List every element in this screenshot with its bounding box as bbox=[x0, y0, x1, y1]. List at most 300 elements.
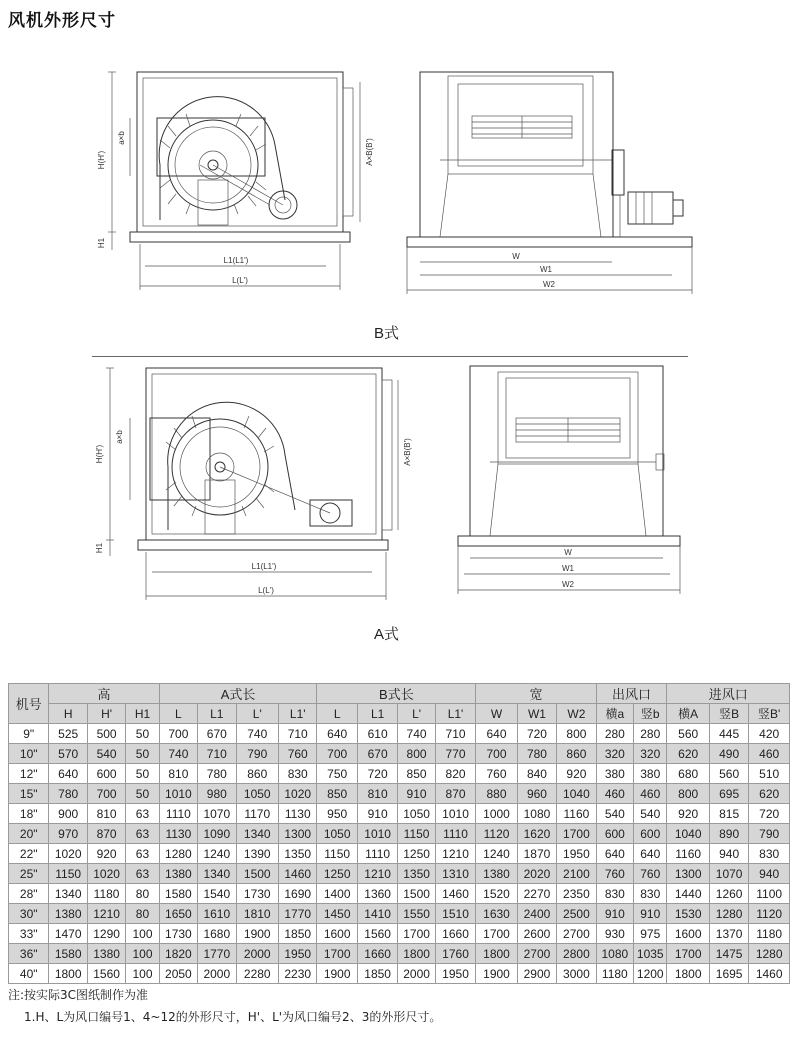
value-cell: 1620 bbox=[517, 824, 556, 844]
b-front-view bbox=[407, 72, 692, 294]
value-cell: 620 bbox=[667, 744, 709, 764]
a-w-label: W bbox=[564, 548, 572, 557]
value-cell: 1020 bbox=[49, 844, 87, 864]
value-cell: 810 bbox=[159, 764, 197, 784]
value-cell: 1695 bbox=[709, 964, 748, 984]
value-cell: 1340 bbox=[198, 864, 236, 884]
sub-header-cell: L1' bbox=[435, 704, 476, 724]
sub-header-cell: H bbox=[49, 704, 87, 724]
value-cell: 870 bbox=[435, 784, 476, 804]
value-cell: 1700 bbox=[667, 944, 709, 964]
sub-header-cell: L1' bbox=[278, 704, 316, 724]
value-cell: 770 bbox=[435, 744, 476, 764]
value-cell: 1850 bbox=[278, 924, 316, 944]
value-cell: 63 bbox=[126, 824, 159, 844]
value-cell: 1500 bbox=[398, 884, 435, 904]
value-cell: 1160 bbox=[667, 844, 709, 864]
value-cell: 2100 bbox=[557, 864, 596, 884]
value-cell: 50 bbox=[126, 744, 159, 764]
b-side-view bbox=[97, 72, 374, 290]
value-cell: 1460 bbox=[278, 864, 316, 884]
value-cell: 1040 bbox=[667, 824, 709, 844]
value-cell: 1450 bbox=[317, 904, 357, 924]
value-cell: 1700 bbox=[317, 944, 357, 964]
a-h-label: H(H') bbox=[95, 444, 104, 464]
sub-header-cell: 横a bbox=[596, 704, 633, 724]
sub-header-cell: W bbox=[476, 704, 517, 724]
value-cell: 1070 bbox=[198, 804, 236, 824]
value-cell: 1120 bbox=[476, 824, 517, 844]
value-cell: 810 bbox=[357, 784, 397, 804]
value-cell: 1810 bbox=[236, 904, 278, 924]
value-cell: 2350 bbox=[557, 884, 596, 904]
value-cell: 1150 bbox=[398, 824, 435, 844]
value-cell: 1510 bbox=[435, 904, 476, 924]
value-cell: 870 bbox=[87, 824, 125, 844]
value-cell: 560 bbox=[709, 764, 748, 784]
value-cell: 560 bbox=[667, 724, 709, 744]
sub-header-cell: 横A bbox=[667, 704, 709, 724]
value-cell: 1250 bbox=[398, 844, 435, 864]
value-cell: 860 bbox=[557, 744, 596, 764]
value-cell: 1600 bbox=[317, 924, 357, 944]
value-cell: 1460 bbox=[435, 884, 476, 904]
table-row bbox=[9, 904, 790, 924]
value-cell: 970 bbox=[49, 824, 87, 844]
header-outlet: 出风口 bbox=[596, 684, 667, 704]
value-cell: 1660 bbox=[435, 924, 476, 944]
value-cell: 1520 bbox=[476, 884, 517, 904]
value-cell: 640 bbox=[49, 764, 87, 784]
value-cell: 950 bbox=[317, 804, 357, 824]
value-cell: 2270 bbox=[517, 884, 556, 904]
value-cell: 1850 bbox=[357, 964, 397, 984]
a-front-view bbox=[458, 366, 680, 594]
value-cell: 1650 bbox=[159, 904, 197, 924]
value-cell: 1050 bbox=[236, 784, 278, 804]
value-cell: 1000 bbox=[476, 804, 517, 824]
a-ab-label: a×b bbox=[115, 430, 124, 444]
value-cell: 1460 bbox=[749, 964, 790, 984]
value-cell: 100 bbox=[126, 964, 159, 984]
value-cell: 1170 bbox=[236, 804, 278, 824]
page-title: 风机外形尺寸 bbox=[8, 11, 116, 31]
machine-no-cell: 12" bbox=[9, 764, 49, 784]
table-row bbox=[9, 744, 790, 764]
value-cell: 1770 bbox=[278, 904, 316, 924]
value-cell: 640 bbox=[596, 844, 633, 864]
table-row bbox=[9, 844, 790, 864]
value-cell: 420 bbox=[749, 724, 790, 744]
value-cell: 2700 bbox=[557, 924, 596, 944]
value-cell: 1040 bbox=[557, 784, 596, 804]
value-cell: 1340 bbox=[49, 884, 87, 904]
header-height: 高 bbox=[49, 684, 159, 704]
a-axb-label: A×B(B') bbox=[403, 438, 412, 466]
value-cell: 1110 bbox=[357, 844, 397, 864]
value-cell: 1090 bbox=[198, 824, 236, 844]
value-cell: 510 bbox=[749, 764, 790, 784]
value-cell: 1700 bbox=[476, 924, 517, 944]
value-cell: 1280 bbox=[159, 844, 197, 864]
value-cell: 800 bbox=[557, 724, 596, 744]
value-cell: 3000 bbox=[557, 964, 596, 984]
value-cell: 700 bbox=[476, 744, 517, 764]
value-cell: 2700 bbox=[517, 944, 556, 964]
value-cell: 1035 bbox=[634, 944, 667, 964]
machine-no-cell: 15" bbox=[9, 784, 49, 804]
value-cell: 1130 bbox=[278, 804, 316, 824]
value-cell: 1760 bbox=[435, 944, 476, 964]
value-cell: 1360 bbox=[357, 884, 397, 904]
header-inlet: 进风口 bbox=[667, 684, 790, 704]
machine-no-cell: 25" bbox=[9, 864, 49, 884]
b-ab-label: a×b bbox=[117, 131, 126, 145]
value-cell: 1080 bbox=[596, 944, 633, 964]
table-row bbox=[9, 784, 790, 804]
value-cell: 1730 bbox=[236, 884, 278, 904]
value-cell: 600 bbox=[596, 824, 633, 844]
table-row bbox=[9, 964, 790, 984]
table-row bbox=[9, 924, 790, 944]
a-h1-label: H1 bbox=[95, 542, 104, 554]
value-cell: 63 bbox=[126, 804, 159, 824]
value-cell: 2280 bbox=[236, 964, 278, 984]
value-cell: 380 bbox=[596, 764, 633, 784]
value-cell: 830 bbox=[634, 884, 667, 904]
value-cell: 960 bbox=[517, 784, 556, 804]
machine-no-cell: 36" bbox=[9, 944, 49, 964]
value-cell: 1110 bbox=[435, 824, 476, 844]
sub-header-cell: L' bbox=[398, 704, 435, 724]
value-cell: 780 bbox=[49, 784, 87, 804]
header-width: 宽 bbox=[476, 684, 596, 704]
value-cell: 1150 bbox=[317, 844, 357, 864]
value-cell: 880 bbox=[476, 784, 517, 804]
b-l1-label: L1(L1') bbox=[223, 256, 249, 265]
value-cell: 1180 bbox=[749, 924, 790, 944]
value-cell: 1630 bbox=[476, 904, 517, 924]
value-cell: 1210 bbox=[87, 904, 125, 924]
value-cell: 1120 bbox=[749, 904, 790, 924]
value-cell: 1900 bbox=[317, 964, 357, 984]
value-cell: 790 bbox=[236, 744, 278, 764]
value-cell: 1700 bbox=[557, 824, 596, 844]
value-cell: 975 bbox=[634, 924, 667, 944]
value-cell: 445 bbox=[709, 724, 748, 744]
value-cell: 940 bbox=[749, 864, 790, 884]
b-h1-label: H1 bbox=[97, 237, 106, 249]
value-cell: 1820 bbox=[159, 944, 197, 964]
value-cell: 1440 bbox=[667, 884, 709, 904]
value-cell: 680 bbox=[667, 764, 709, 784]
value-cell: 1180 bbox=[87, 884, 125, 904]
value-cell: 1010 bbox=[159, 784, 197, 804]
value-cell: 2230 bbox=[278, 964, 316, 984]
value-cell: 1800 bbox=[398, 944, 435, 964]
a-caption: A式 bbox=[374, 626, 400, 643]
value-cell: 1280 bbox=[709, 904, 748, 924]
value-cell: 570 bbox=[49, 744, 87, 764]
value-cell: 910 bbox=[596, 904, 633, 924]
value-cell: 1050 bbox=[317, 824, 357, 844]
value-cell: 800 bbox=[667, 784, 709, 804]
value-cell: 830 bbox=[278, 764, 316, 784]
value-cell: 1680 bbox=[198, 924, 236, 944]
value-cell: 740 bbox=[159, 744, 197, 764]
value-cell: 790 bbox=[749, 824, 790, 844]
value-cell: 50 bbox=[126, 784, 159, 804]
value-cell: 600 bbox=[634, 824, 667, 844]
value-cell: 460 bbox=[596, 784, 633, 804]
sub-header-cell: H' bbox=[87, 704, 125, 724]
value-cell: 63 bbox=[126, 844, 159, 864]
value-cell: 1800 bbox=[49, 964, 87, 984]
value-cell: 890 bbox=[709, 824, 748, 844]
a-w1-label: W1 bbox=[562, 564, 574, 573]
value-cell: 1110 bbox=[159, 804, 197, 824]
value-cell: 1070 bbox=[709, 864, 748, 884]
value-cell: 1150 bbox=[49, 864, 87, 884]
table-row bbox=[9, 764, 790, 784]
value-cell: 640 bbox=[317, 724, 357, 744]
value-cell: 1310 bbox=[435, 864, 476, 884]
value-cell: 710 bbox=[435, 724, 476, 744]
table-row bbox=[9, 824, 790, 844]
value-cell: 1540 bbox=[198, 884, 236, 904]
value-cell: 2050 bbox=[159, 964, 197, 984]
value-cell: 540 bbox=[634, 804, 667, 824]
a-w2-label: W2 bbox=[562, 580, 574, 589]
value-cell: 920 bbox=[87, 844, 125, 864]
machine-no-cell: 28" bbox=[9, 884, 49, 904]
value-cell: 1210 bbox=[435, 844, 476, 864]
value-cell: 100 bbox=[126, 944, 159, 964]
table-row bbox=[9, 724, 790, 744]
value-cell: 1470 bbox=[49, 924, 87, 944]
value-cell: 1730 bbox=[159, 924, 197, 944]
table-row bbox=[9, 864, 790, 884]
value-cell: 810 bbox=[87, 804, 125, 824]
value-cell: 750 bbox=[317, 764, 357, 784]
value-cell: 640 bbox=[476, 724, 517, 744]
value-cell: 320 bbox=[634, 744, 667, 764]
value-cell: 1380 bbox=[476, 864, 517, 884]
value-cell: 900 bbox=[49, 804, 87, 824]
a-l-label: L(L') bbox=[258, 586, 274, 595]
notes-heading: 注:按实际3C图纸制作为准 bbox=[8, 988, 149, 1002]
value-cell: 1560 bbox=[357, 924, 397, 944]
machine-no-cell: 10" bbox=[9, 744, 49, 764]
value-cell: 760 bbox=[278, 744, 316, 764]
value-cell: 850 bbox=[398, 764, 435, 784]
value-cell: 1240 bbox=[198, 844, 236, 864]
value-cell: 980 bbox=[198, 784, 236, 804]
value-cell: 910 bbox=[398, 784, 435, 804]
b-caption: B式 bbox=[374, 325, 400, 342]
value-cell: 780 bbox=[517, 744, 556, 764]
value-cell: 720 bbox=[517, 724, 556, 744]
value-cell: 830 bbox=[596, 884, 633, 904]
value-cell: 670 bbox=[198, 724, 236, 744]
value-cell: 1950 bbox=[435, 964, 476, 984]
value-cell: 1300 bbox=[667, 864, 709, 884]
value-cell: 800 bbox=[398, 744, 435, 764]
sub-header-cell: L1 bbox=[357, 704, 397, 724]
value-cell: 1020 bbox=[87, 864, 125, 884]
value-cell: 500 bbox=[87, 724, 125, 744]
value-cell: 1290 bbox=[87, 924, 125, 944]
value-cell: 50 bbox=[126, 764, 159, 784]
value-cell: 80 bbox=[126, 884, 159, 904]
sub-header-cell: L' bbox=[236, 704, 278, 724]
value-cell: 1180 bbox=[596, 964, 633, 984]
value-cell: 850 bbox=[317, 784, 357, 804]
value-cell: 1210 bbox=[357, 864, 397, 884]
notes-line-1: 1.H、L为风口编号1、4~12的外形尺寸，H'、L'为风口编号2、3的外形尺寸。 bbox=[24, 1010, 442, 1024]
value-cell: 2000 bbox=[236, 944, 278, 964]
b-l-label: L(L') bbox=[232, 276, 248, 285]
value-cell: 100 bbox=[126, 924, 159, 944]
value-cell: 1300 bbox=[278, 824, 316, 844]
value-cell: 700 bbox=[159, 724, 197, 744]
sub-header-cell: 竖b bbox=[634, 704, 667, 724]
value-cell: 1690 bbox=[278, 884, 316, 904]
b-w1-label: W1 bbox=[540, 265, 552, 274]
value-cell: 1250 bbox=[317, 864, 357, 884]
machine-no-cell: 40" bbox=[9, 964, 49, 984]
header-machine-no: 机号 bbox=[9, 684, 49, 724]
value-cell: 1400 bbox=[317, 884, 357, 904]
sub-header-cell: L bbox=[159, 704, 197, 724]
value-cell: 1350 bbox=[278, 844, 316, 864]
value-cell: 1240 bbox=[476, 844, 517, 864]
b-axb-label: A×B(B') bbox=[365, 138, 374, 166]
machine-no-cell: 18" bbox=[9, 804, 49, 824]
value-cell: 1350 bbox=[398, 864, 435, 884]
value-cell: 63 bbox=[126, 864, 159, 884]
value-cell: 540 bbox=[87, 744, 125, 764]
a-l1-label: L1(L1') bbox=[251, 562, 277, 571]
value-cell: 610 bbox=[357, 724, 397, 744]
value-cell: 460 bbox=[634, 784, 667, 804]
b-w2-label: W2 bbox=[543, 280, 555, 289]
value-cell: 700 bbox=[87, 784, 125, 804]
value-cell: 815 bbox=[709, 804, 748, 824]
value-cell: 1340 bbox=[236, 824, 278, 844]
value-cell: 1080 bbox=[517, 804, 556, 824]
machine-no-cell: 9" bbox=[9, 724, 49, 744]
value-cell: 80 bbox=[126, 904, 159, 924]
value-cell: 1900 bbox=[476, 964, 517, 984]
value-cell: 720 bbox=[357, 764, 397, 784]
value-cell: 1380 bbox=[49, 904, 87, 924]
machine-no-cell: 30" bbox=[9, 904, 49, 924]
value-cell: 280 bbox=[596, 724, 633, 744]
value-cell: 1950 bbox=[557, 844, 596, 864]
value-cell: 1200 bbox=[634, 964, 667, 984]
value-cell: 710 bbox=[198, 744, 236, 764]
value-cell: 830 bbox=[749, 844, 790, 864]
value-cell: 2500 bbox=[557, 904, 596, 924]
value-cell: 1410 bbox=[357, 904, 397, 924]
sub-header-cell: W1 bbox=[517, 704, 556, 724]
value-cell: 1700 bbox=[398, 924, 435, 944]
value-cell: 640 bbox=[634, 844, 667, 864]
value-cell: 1580 bbox=[49, 944, 87, 964]
value-cell: 670 bbox=[357, 744, 397, 764]
value-cell: 1530 bbox=[667, 904, 709, 924]
sub-header-cell: 竖B' bbox=[749, 704, 790, 724]
value-cell: 740 bbox=[236, 724, 278, 744]
header-a-length: A式长 bbox=[159, 684, 317, 704]
value-cell: 1660 bbox=[357, 944, 397, 964]
b-h-label: H(H') bbox=[97, 150, 106, 170]
value-cell: 380 bbox=[634, 764, 667, 784]
value-cell: 1280 bbox=[749, 944, 790, 964]
value-cell: 780 bbox=[198, 764, 236, 784]
value-cell: 1130 bbox=[159, 824, 197, 844]
value-cell: 280 bbox=[634, 724, 667, 744]
value-cell: 1020 bbox=[278, 784, 316, 804]
value-cell: 1500 bbox=[236, 864, 278, 884]
value-cell: 490 bbox=[709, 744, 748, 764]
value-cell: 1010 bbox=[357, 824, 397, 844]
value-cell: 1610 bbox=[198, 904, 236, 924]
sub-header-cell: W2 bbox=[557, 704, 596, 724]
value-cell: 1560 bbox=[87, 964, 125, 984]
a-side-view bbox=[95, 368, 412, 600]
sub-header-cell: 竖B bbox=[709, 704, 748, 724]
value-cell: 2000 bbox=[398, 964, 435, 984]
value-cell: 2000 bbox=[198, 964, 236, 984]
sub-header-cell: L1 bbox=[198, 704, 236, 724]
value-cell: 710 bbox=[278, 724, 316, 744]
value-cell: 1050 bbox=[398, 804, 435, 824]
value-cell: 760 bbox=[476, 764, 517, 784]
value-cell: 1370 bbox=[709, 924, 748, 944]
value-cell: 1390 bbox=[236, 844, 278, 864]
table-row bbox=[9, 944, 790, 964]
machine-no-cell: 20" bbox=[9, 824, 49, 844]
notes bbox=[8, 984, 788, 1028]
value-cell: 920 bbox=[667, 804, 709, 824]
value-cell: 1800 bbox=[476, 944, 517, 964]
value-cell: 910 bbox=[634, 904, 667, 924]
value-cell: 1100 bbox=[749, 884, 790, 904]
value-cell: 600 bbox=[87, 764, 125, 784]
value-cell: 930 bbox=[596, 924, 633, 944]
value-cell: 700 bbox=[317, 744, 357, 764]
b-w-label: W bbox=[512, 252, 520, 261]
value-cell: 2400 bbox=[517, 904, 556, 924]
section-divider bbox=[92, 356, 688, 357]
value-cell: 1260 bbox=[709, 884, 748, 904]
value-cell: 760 bbox=[596, 864, 633, 884]
value-cell: 2600 bbox=[517, 924, 556, 944]
value-cell: 760 bbox=[634, 864, 667, 884]
value-cell: 920 bbox=[557, 764, 596, 784]
value-cell: 820 bbox=[435, 764, 476, 784]
header-b-length: B式长 bbox=[317, 684, 476, 704]
value-cell: 2900 bbox=[517, 964, 556, 984]
value-cell: 1475 bbox=[709, 944, 748, 964]
value-cell: 460 bbox=[749, 744, 790, 764]
value-cell: 2020 bbox=[517, 864, 556, 884]
value-cell: 1870 bbox=[517, 844, 556, 864]
value-cell: 1800 bbox=[667, 964, 709, 984]
value-cell: 1380 bbox=[87, 944, 125, 964]
